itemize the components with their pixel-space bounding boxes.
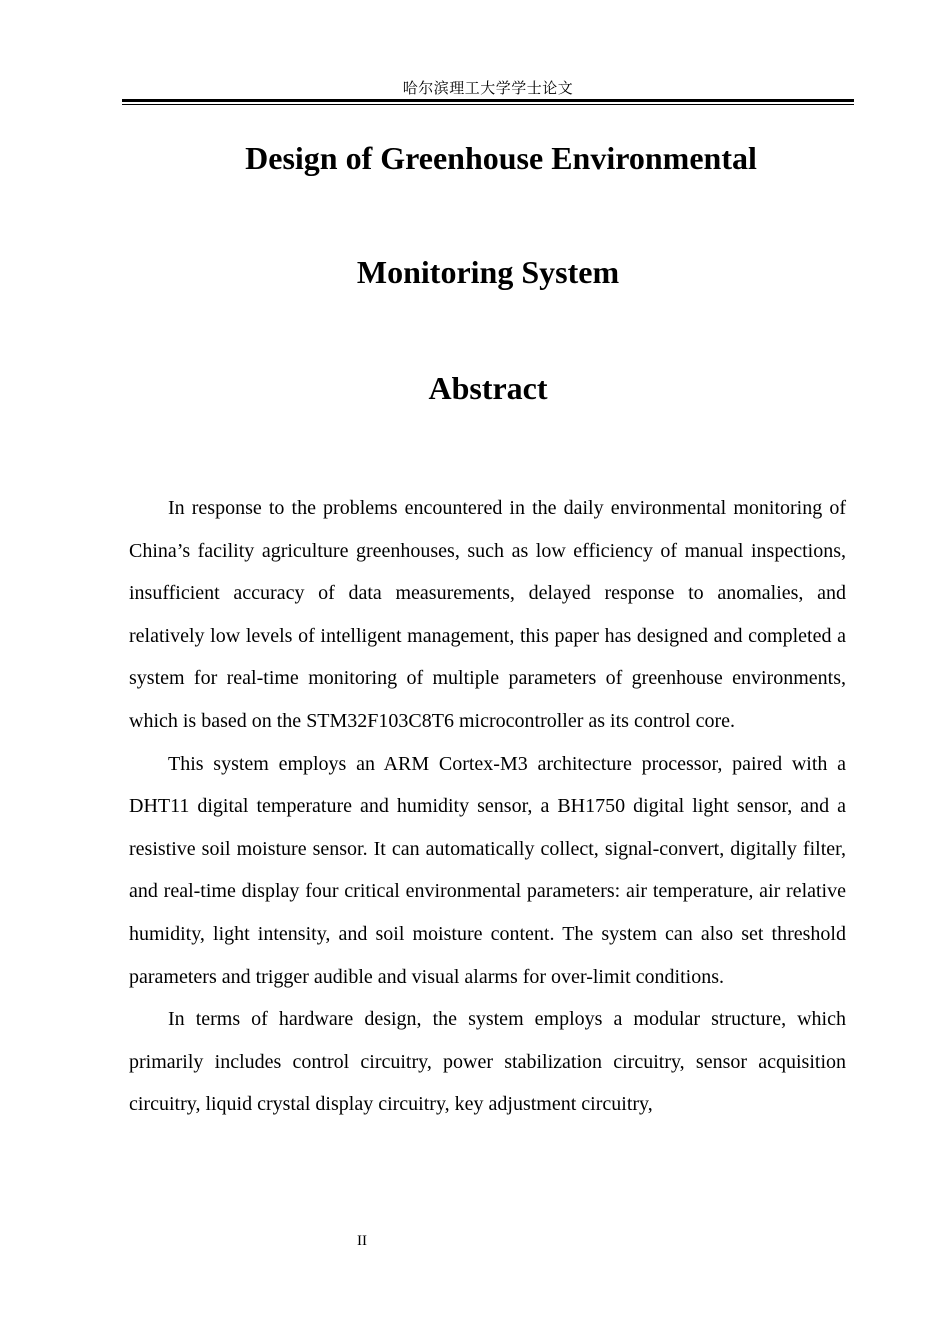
abstract-paragraph-2: This system employs an ARM Cortex-M3 architecture processor, paired with a DHT11 digital temperature and humidity sensor, a BH1750 digital light sensor, and a resistive soil moisture sensor. It can automatically collect, signal-convert, digitally filter, and real-time display four critical environmental parameters: air temperature, air relative humidity, light intensity, and soil moisture content. The system can also set threshold parameters and trigger audible and visual alarms for over-limit conditions. xyxy=(129,752,846,988)
header-rule-thick xyxy=(122,99,854,102)
title-line-2: Monitoring System xyxy=(356,254,620,290)
title-line-1: Design of Greenhouse Environmental xyxy=(245,140,757,176)
page-number: II xyxy=(357,1233,367,1249)
running-header: 哈尔滨理工大学学士论文 xyxy=(402,81,574,97)
abstract-heading: Abstract xyxy=(428,370,548,406)
header-rule-thin xyxy=(122,104,854,105)
abstract-paragraph-3: In terms of hardware design, the system employs a modular structure, which primarily includes control circuitry, power stabilization circuitry, sensor acquisition circuitry, liquid crystal display circuitry, key adjustment circuitry, xyxy=(129,1008,846,1116)
abstract-body xyxy=(129,487,846,1126)
abstract-paragraph-1: In response to the problems encountered in the daily environmental monitoring of China’s facility agriculture greenhouses, such as low efficiency of manual inspections, insufficient accuracy of data measurements, delayed response to anomalies, and relatively low levels of intelligent management, this paper has designed and completed a system for real-time monitoring of multiple parameters of greenhouse environments, which is based on the STM32F103C8T6 microcontroller as its control core. xyxy=(129,497,846,732)
